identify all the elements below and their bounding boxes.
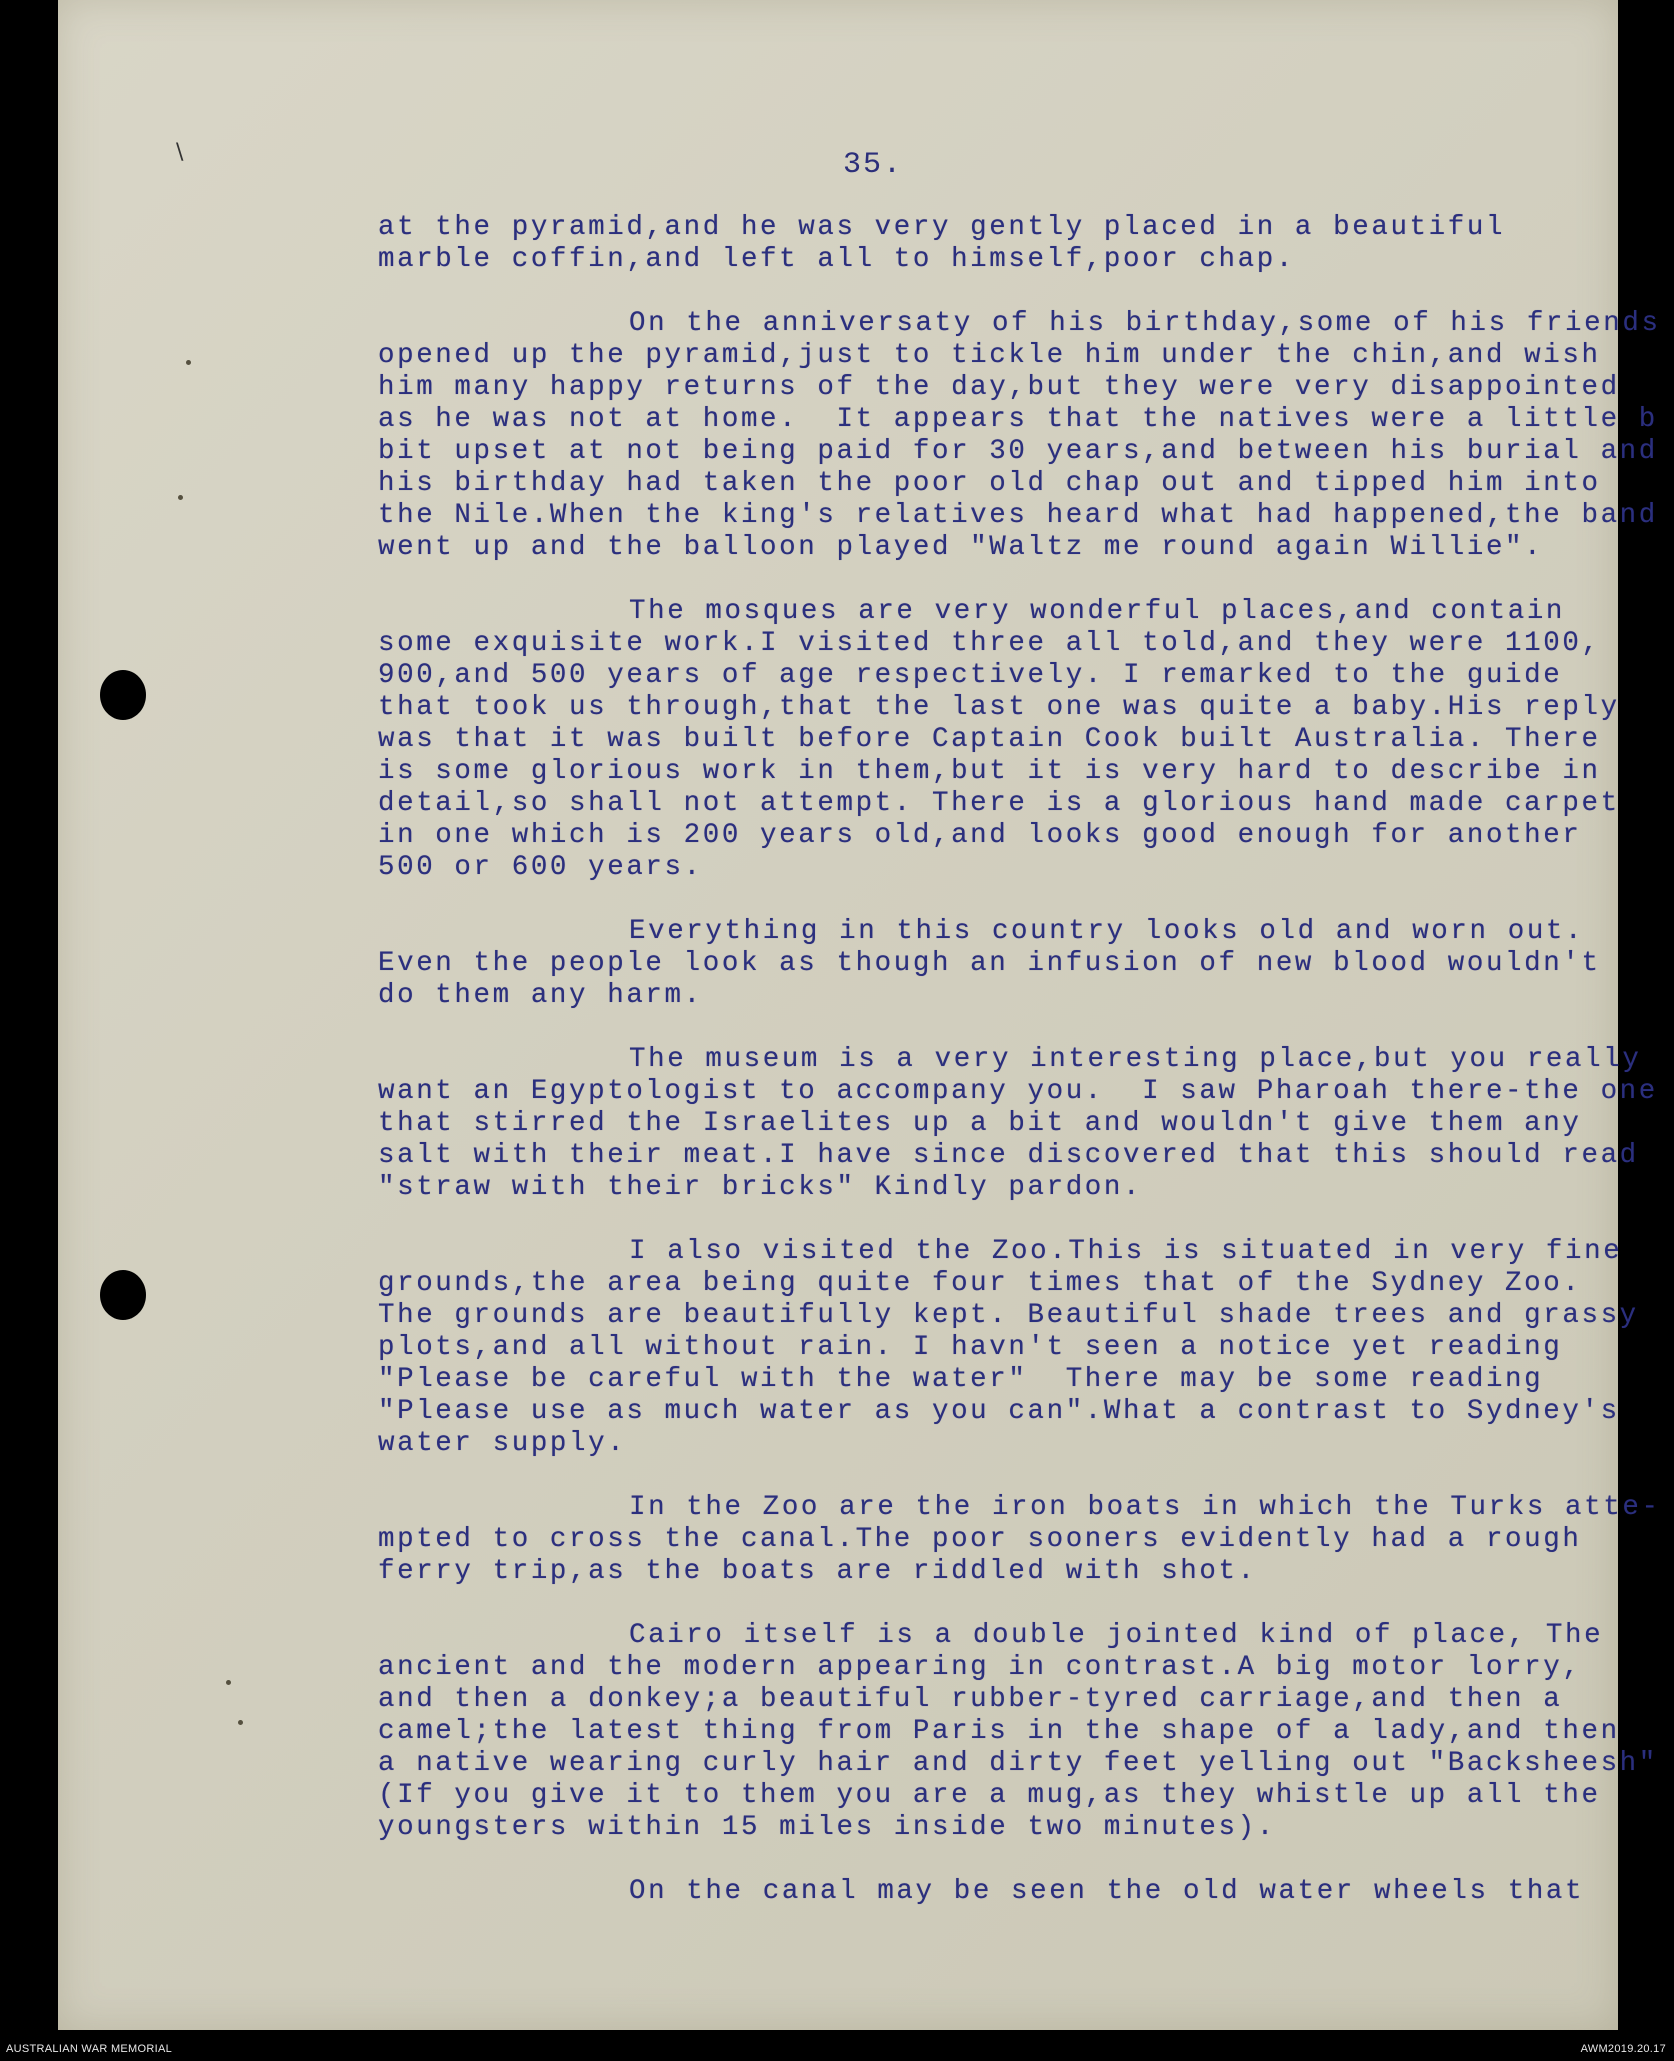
text-line: and then a donkey;a beautiful rubber-tyred carriage,and then a [378,1684,1563,1715]
text-line: do them any harm. [378,980,703,1011]
text-line: was that it was built before Captain Cook built Australia. There [378,724,1601,755]
text-line: plots,and all without rain. I havn't seen a notice yet reading [378,1332,1563,1363]
paper-speck [238,1720,243,1725]
document-page [58,0,1661,2030]
paragraph [378,1876,1674,1908]
text-line: that stirred the Israelites up a bit and wouldn't give them any [378,1108,1582,1139]
archive-reference: AWM2019.20.17 [1580,2043,1666,2055]
text-line: (If you give it to them you are a mug,as they whistle up all the [378,1780,1601,1811]
text-line: Cairo itself is a double jointed kind of place, The [629,1620,1604,1651]
text-line: youngsters within 15 miles inside two minutes). [378,1812,1276,1843]
punch-hole [100,670,146,720]
text-line: In the Zoo are the iron boats in which the Turks atte- [629,1492,1661,1523]
text-line: went up and the balloon played "Waltz me round again Willie". [378,532,1544,563]
text-line: his birthday had taken the poor old chap out and tipped him into [378,468,1601,499]
text-line: The grounds are beautifully kept. Beautiful shade trees and grassy [378,1300,1639,1331]
text-line: him many happy returns of the day,but they were very disappointed [378,372,1620,403]
text-line: The mosques are very wonderful places,and contain [629,596,1566,627]
text-line: as he was not at home. It appears that the natives were a little b [378,404,1658,435]
text-line: bit upset at not being paid for 30 years,and between his burial and [378,436,1658,467]
text-line: Everything in this country looks old and worn out. [629,916,1585,947]
text-line: marble coffin,and left all to himself,poor chap. [378,244,1295,275]
text-line: in one which is 200 years old,and looks good enough for another [378,820,1582,851]
text-line: is some glorious work in them,but it is very hard to describe in [378,756,1601,787]
page-number: 35. [843,148,904,182]
punch-hole [100,1270,146,1320]
text-line: ferry trip,as the boats are riddled with shot. [378,1556,1257,1587]
text-line: ancient and the modern appearing in contrast.A big motor lorry, [378,1652,1582,1683]
paragraph [378,596,1674,884]
text-line: mpted to cross the canal.The poor sooners evidently had a rough [378,1524,1582,1555]
text-line: a native wearing curly hair and dirty feet yelling out "Backsheesh" [378,1748,1658,1779]
text-line: I also visited the Zoo.This is situated in very fine [629,1236,1623,1267]
text-line: On the canal may be seen the old water wheels that [629,1876,1585,1907]
text-line: "Please use as much water as you can".What a contrast to Sydney's [378,1396,1620,1427]
paragraph [378,308,1674,564]
text-line: opened up the pyramid,just to tickle him under the chin,and wish [378,340,1601,371]
text-line: On the anniversaty of his birthday,some of his friends [629,308,1661,339]
text-line: that took us through,that the last one was quite a baby.His reply [378,692,1620,723]
text-line: The museum is a very interesting place,but you really [629,1044,1642,1075]
paper-speck [186,360,191,365]
paragraph [378,1236,1674,1460]
text-line: "straw with their bricks" Kindly pardon. [378,1172,1143,1203]
text-line: salt with their meat.I have since discovered that this should read [378,1140,1639,1171]
text-line: 500 or 600 years. [378,852,703,883]
text-line: the Nile.When the king's relatives heard what had happened,the band [378,500,1658,531]
paragraph [378,1044,1674,1204]
paragraph [378,1492,1674,1588]
text-line: grounds,the area being quite four times that of the Sydney Zoo. [378,1268,1582,1299]
text-line: water supply. [378,1428,627,1459]
archive-credit: AUSTRALIAN WAR MEMORIAL [6,2043,173,2055]
text-line: detail,so shall not attempt. There is a glorious hand made carpet [378,788,1620,819]
typed-body-text [378,212,1674,1940]
text-line: camel;the latest thing from Paris in the shape of a lady,and then [378,1716,1620,1747]
paragraph [378,1620,1674,1844]
pencil-mark: \ [176,140,184,165]
paragraph [378,212,1674,276]
text-line: "Please be careful with the water" There may be some reading [378,1364,1544,1395]
paragraph [378,916,1674,1012]
text-line: Even the people look as though an infusion of new blood wouldn't [378,948,1601,979]
text-line: some exquisite work.I visited three all told,and they were 1100, [378,628,1601,659]
text-line: want an Egyptologist to accompany you. I saw Pharoah there-the one [378,1076,1658,1107]
text-line: at the pyramid,and he was very gently placed in a beautiful [378,212,1506,243]
text-line: 900,and 500 years of age respectively. I remarked to the guide [378,660,1563,691]
paper-speck [178,495,183,500]
paper-speck [226,1680,231,1685]
